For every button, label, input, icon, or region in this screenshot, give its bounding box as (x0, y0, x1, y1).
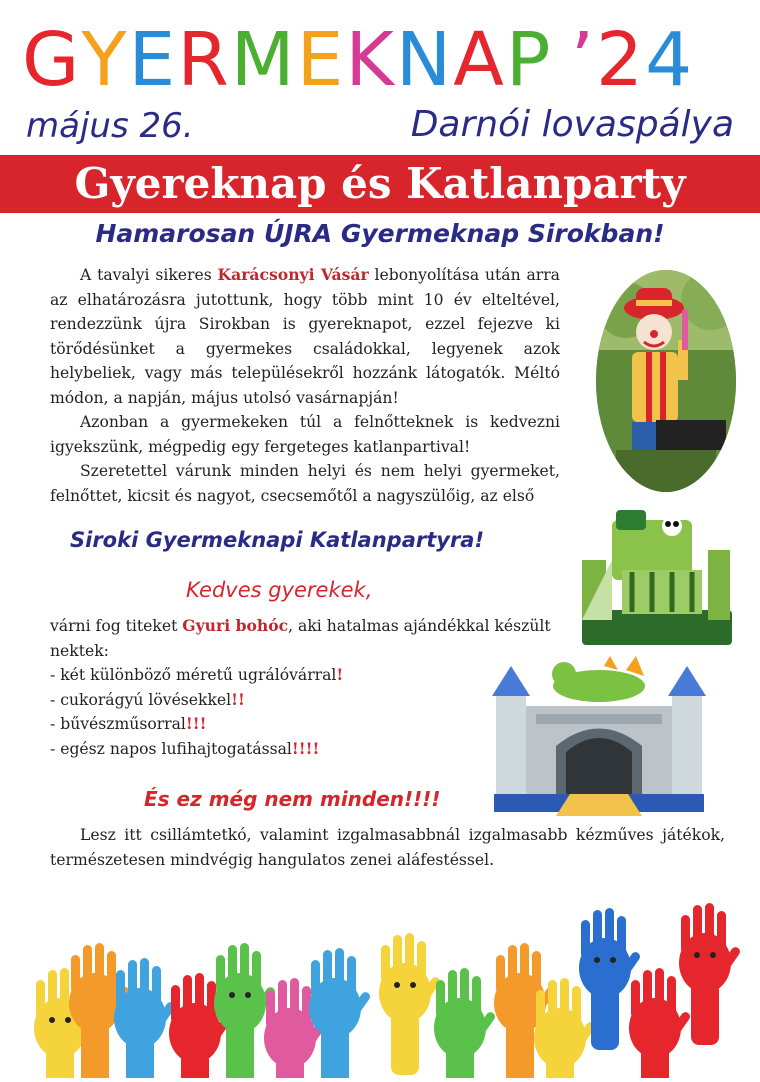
subtitle: Hamarosan ÚJRA Gyermeknap Sirokban! (95, 219, 665, 248)
title-letter: Y (81, 17, 129, 103)
title-letter: E (128, 17, 178, 103)
intro-text-part: A tavalyi sikeres (80, 266, 218, 284)
painted-hands-image (0, 870, 760, 1078)
title-letter: 4 (645, 17, 695, 103)
title-letter: M (230, 17, 297, 103)
list-item-text: - egész napos lufihajtogatással (50, 739, 292, 758)
exclamation-mark: !! (231, 689, 245, 709)
closing-text (50, 823, 725, 872)
intro-text-part: lebonyolítása után arra az elhatározásra jutottunk, hogy több mint 10 év elteltével, rendezzünk újra Sirokban is gyereknapot, ezzel fejezve ki törődésünket a gyermekes családokkal, legyenek azok helybeliek, vagy más településekről hozzánk látogatók. Méltó módon, a napján, május utolsó vasárnapján! (50, 266, 560, 407)
list-item-text: - cukorágyú lövésekkel (50, 690, 232, 709)
event-date: május 26. (26, 106, 194, 146)
title-letter: G (22, 17, 82, 103)
highlight-gyuri-bohoc: Gyuri bohóc (182, 616, 289, 635)
kids-text-part: , aki hatalmas ajándékkal készült nektek: (50, 617, 551, 660)
highlight-karacsonyi-vasar: Karácsonyi Vásár (217, 265, 369, 284)
exclamation-mark: ! (336, 665, 344, 684)
kids-intro-line (50, 614, 570, 663)
title-letter: P (505, 17, 553, 103)
list-item (50, 688, 570, 713)
kids-heading: Kedves gyerekek, (186, 578, 373, 602)
kids-text (50, 614, 570, 761)
title-banner: Gyereknap és Katlanparty (0, 155, 760, 213)
list-item-text: - két különböző méretű ugrálóvárral (50, 666, 337, 684)
event-venue: Darnói lovaspálya (410, 104, 734, 145)
title-letter: R (177, 17, 231, 103)
clown-photo (596, 270, 736, 492)
list-item (50, 663, 570, 688)
intro-paragraph-1 (50, 263, 560, 410)
title-letter: N (395, 17, 454, 103)
exclamation-mark: !!!! (291, 738, 320, 758)
kids-text-part: várni fog titeket (50, 617, 183, 635)
event-title (22, 14, 742, 106)
intro-paragraph-2: Azonban a gyermekeken túl a felnőtteknek is kedvezni igyekszünk, mégpedig egy fergeteges katlanpartival! (50, 413, 560, 456)
title-letter: K (345, 17, 396, 103)
title-letter: A (453, 17, 506, 103)
list-item (50, 712, 570, 737)
intro-text (50, 263, 560, 508)
party-heading: Siroki Gyermeknapi Katlanpartyra! (70, 528, 485, 552)
exclamation-mark: !!! (185, 714, 207, 733)
list-item-text: - bűvészműsorral (50, 715, 186, 733)
more-heading: És ez még nem minden!!!! (144, 787, 441, 811)
bouncy-castle-jungle-image (572, 500, 732, 650)
title-letter: E (296, 17, 346, 103)
title-letter: 2 (596, 17, 646, 103)
title-letter: ’ (570, 17, 597, 103)
intro-paragraph-3: Szeretettel várunk minden helyi és nem helyi gyermeket, felnőttet, kicsit és nagyot, csecsemőtől a nagyszülőig, az első (50, 462, 560, 505)
list-item (50, 737, 570, 762)
closing-paragraph: Lesz itt csillámtetkó, valamint izgalmasabbnál izgalmasabb kézműves játékok, természetesen mindvégig hangulatos zenei aláfestéssel. (50, 826, 725, 869)
